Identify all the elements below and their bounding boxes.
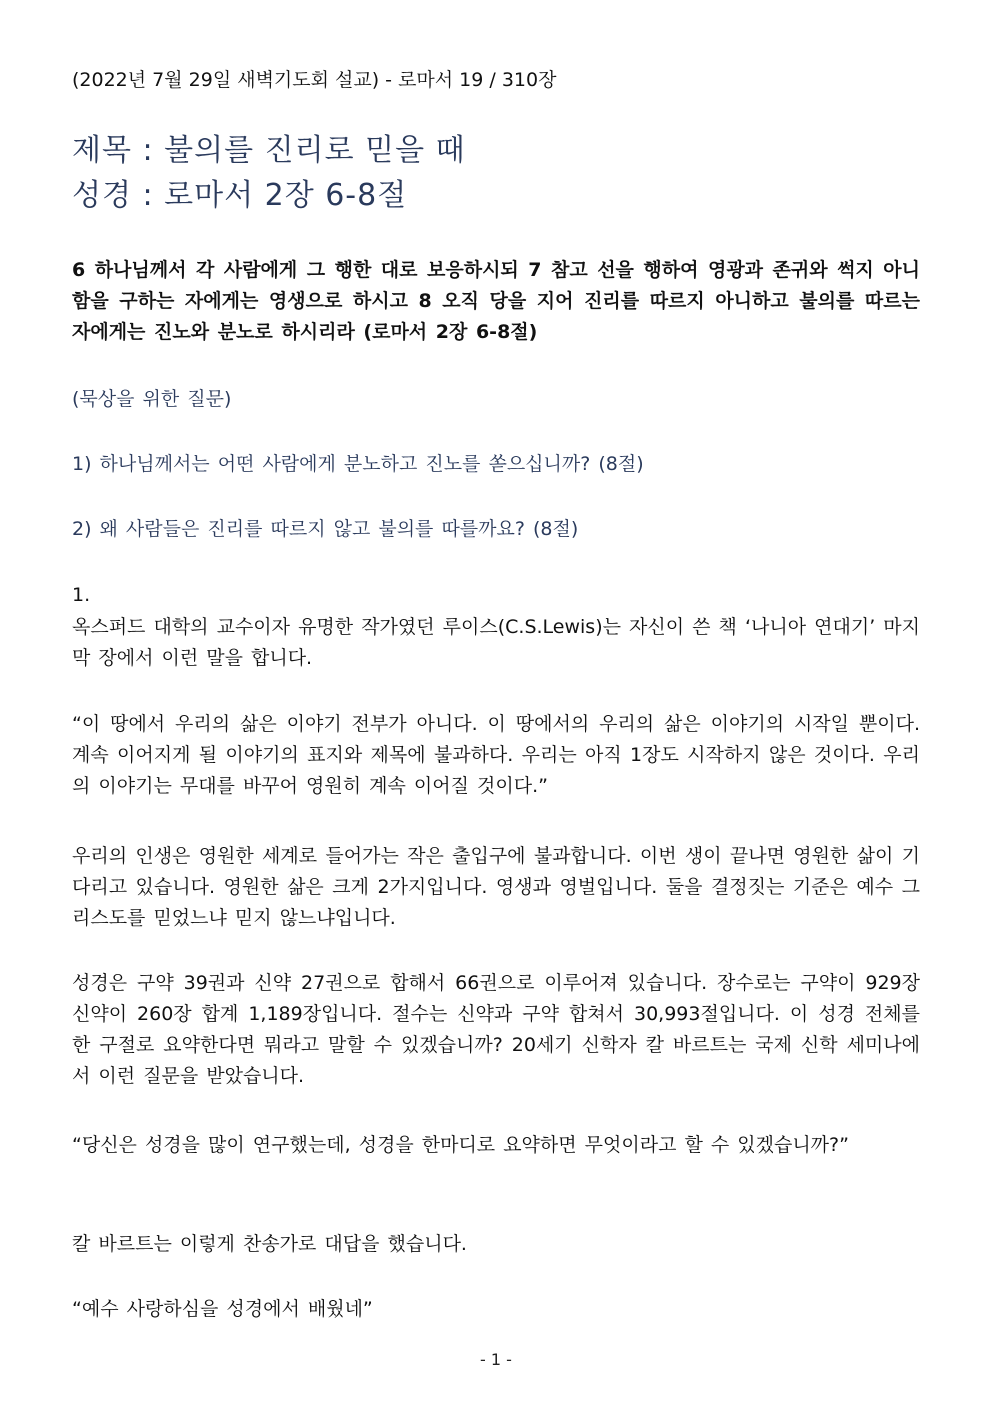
sermon-header: (2022년 7월 29일 새벽기도회 설교) - 로마서 19 / 310장 <box>72 69 557 91</box>
meditation-question-2: 2) 왜 사람들은 진리를 따르지 않고 불의를 따를까요? (8절) <box>72 518 579 540</box>
quote-barth-question: “당신은 성경을 많이 연구했는데, 성경을 한마디로 요약하면 무엇이라고 할 수 있겠습니까?” <box>72 1134 849 1156</box>
meditation-question-1: 1) 하나님께서는 어떤 사람에게 분노하고 진노를 쏟으십니까? (8절) <box>72 453 644 475</box>
paragraph-lewis-intro: 옥스퍼드 대학의 교수이자 유명한 작가였던 루이스(C.S.Lewis)는 자신이 쓴 책 ‘나니아 연대기’ 마지막 장에서 이런 말을 합니다. <box>72 616 920 669</box>
paragraph-life: 우리의 인생은 영원한 세계로 들어가는 작은 출입구에 불과합니다. 이번 생이 끝나면 영원한 삶이 기다리고 있습니다. 영원한 삶은 크게 2가지입니다. 영생과 영벌입니다. 둘을 결정짓는 기준은 예수 그리스도를 믿었느냐 믿지 않느냐입니다. <box>72 845 920 929</box>
paragraph-bible: 성경은 구약 39권과 신약 27권으로 합해서 66권으로 이루어져 있습니다. 장수로는 구약이 929장 신약이 260장 합계 1,189장입니다. 절수는 신약과 구약 합쳐서 30,993절입니다. 이 성경 전체를 한 구절로 요약한다면 뭐라고 말할 수 있겠습니까? 20세기 신학자 칼 바르트는 국제 신학 세미나에서 이런 질문을 받았습니다. <box>72 972 920 1087</box>
scripture-text: 6 하나님께서 각 사람에게 그 행한 대로 보응하시되 7 참고 선을 행하여 영광과 존귀와 썩지 아니함을 구하는 자에게는 영생으로 하시고 8 오직 당을 지어 진리를 따르지 아니하고 불의를 따르는 자에게는 진노와 분노로 하시리라 (로마서 2장 6-8절) <box>72 259 920 343</box>
paragraph-barth-answer: 칼 바르트는 이렇게 찬송가로 대답을 했습니다. <box>72 1233 467 1255</box>
scripture-reference: 성경 : 로마서 2장 6-8절 <box>72 178 408 213</box>
meditation-heading: (묵상을 위한 질문) <box>72 388 232 410</box>
quote-lewis: “이 땅에서 우리의 삶은 이야기 전부가 아니다. 이 땅에서의 우리의 삶은 이야기의 시작일 뿐이다. 계속 이어지게 될 이야기의 표지와 제목에 불과하다. 우리는 아직 1장도 시작하지 않은 것이다. 우리의 이야기는 무대를 바꾸어 영원히 계속 이어질 것이다.” <box>72 713 920 797</box>
page-number: - 1 - <box>480 1350 512 1369</box>
sermon-title: 제목 : 불의를 진리로 믿을 때 <box>72 133 466 168</box>
section-number: 1. <box>72 584 91 606</box>
quote-hymn: “예수 사랑하심을 성경에서 배웠네” <box>72 1298 373 1320</box>
